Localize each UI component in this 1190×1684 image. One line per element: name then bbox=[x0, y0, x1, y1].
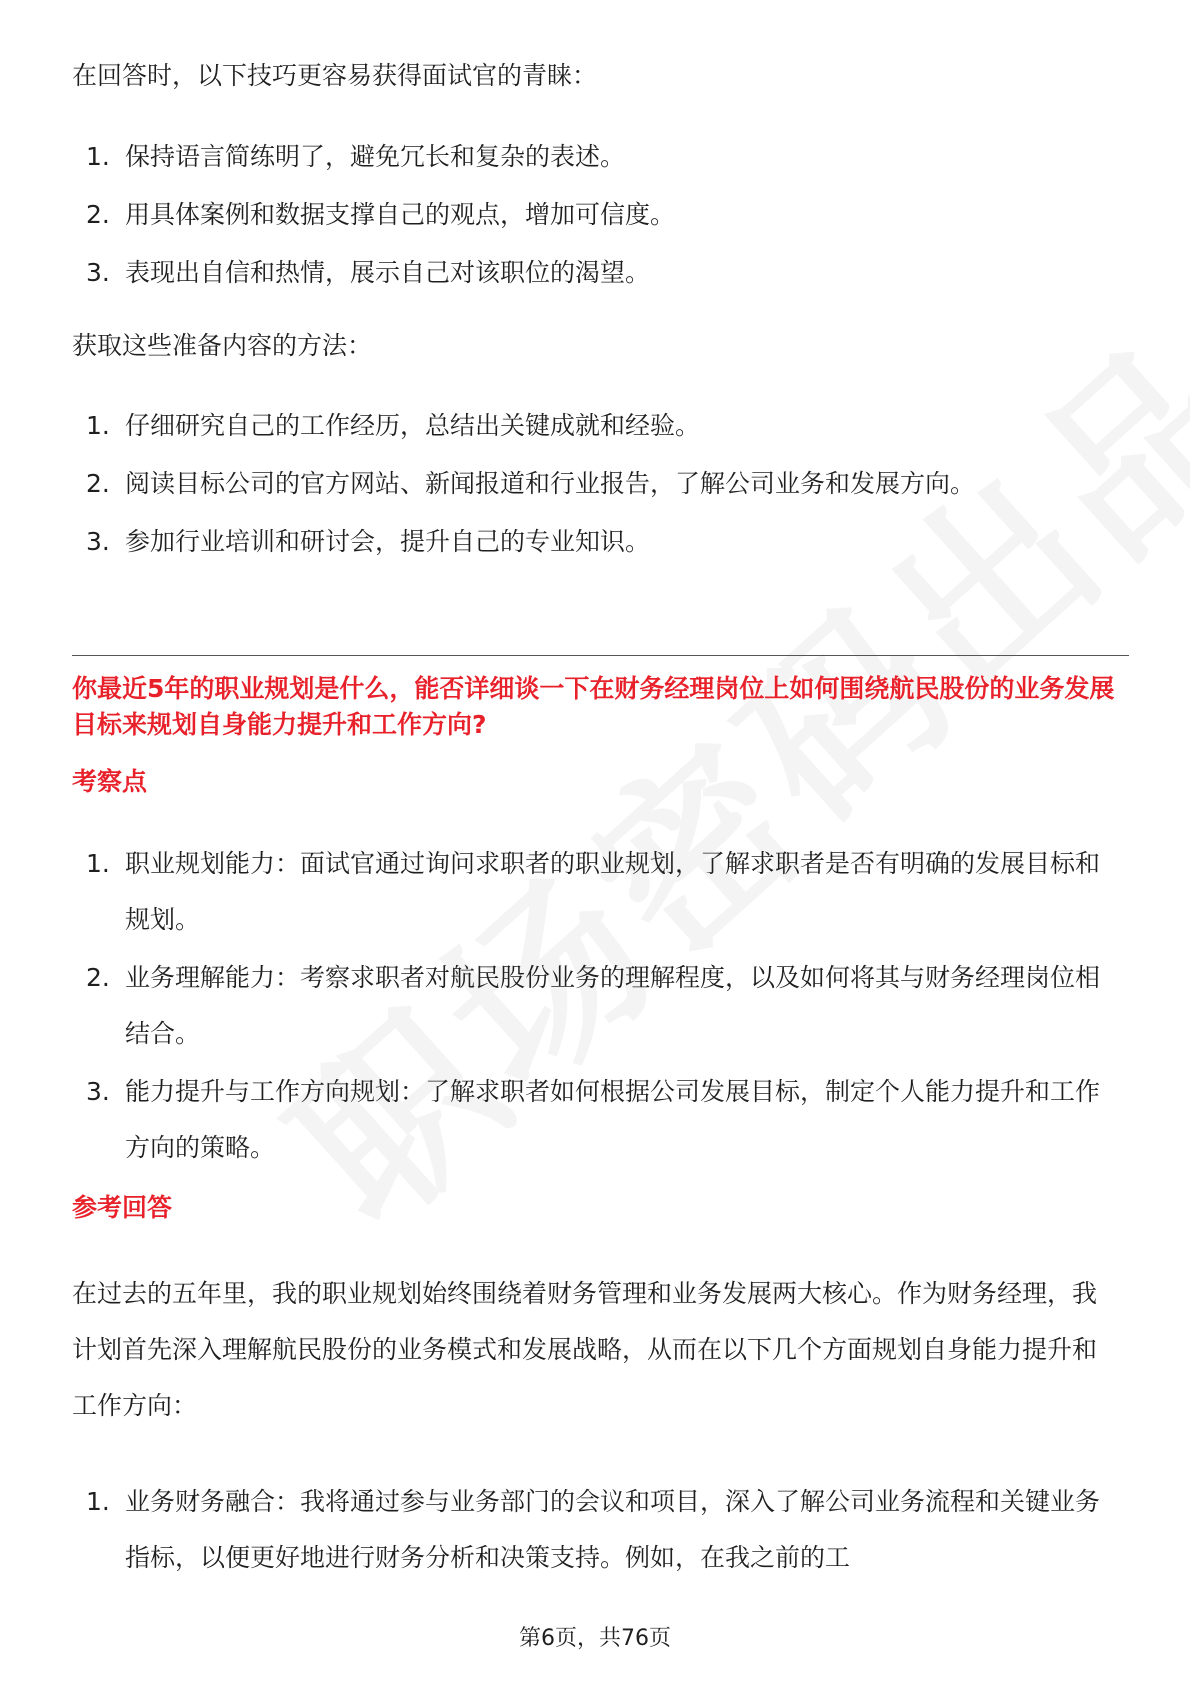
list-item: 1. 职业规划能力：面试官通过询问求职者的职业规划，了解求职者是否有明确的发展目标和规划。 bbox=[86, 849, 1101, 934]
list-item: 1. 业务财务融合：我将通过参与业务部门的会议和项目，深入了解公司业务流程和关键业务指标，以便更好地进行财务分析和决策支持。例如，在我之前的工 bbox=[86, 1487, 1101, 1572]
section-divider bbox=[72, 655, 1129, 656]
list-item: 3. 参加行业培训和研讨会，提升自己的专业知识。 bbox=[86, 527, 651, 556]
heading-assessment-points: 考察点 bbox=[72, 767, 148, 796]
intro-tips-paragraph: 在回答时，以下技巧更容易获得面试官的青睐： bbox=[72, 61, 598, 90]
answer-paragraph: 在过去的五年里，我的职业规划始终围绕着财务管理和业务发展两大核心。作为财务经理，我计划首先深入理解航民股份的业务模式和发展战略，从而在以下几个方面规划自身能力提升和工作方向： bbox=[72, 1279, 1098, 1420]
page-number-footer: 第6页，共76页 bbox=[519, 1626, 671, 1651]
tips-list bbox=[72, 129, 1122, 301]
heading-reference-answer: 参考回答 bbox=[72, 1193, 173, 1222]
list-item: 2. 用具体案例和数据支撑自己的观点，增加可信度。 bbox=[86, 200, 676, 229]
assessment-points-list bbox=[72, 836, 1122, 1176]
list-item: 3. 表现出自信和热情，展示自己对该职位的渴望。 bbox=[86, 258, 651, 287]
methods-list bbox=[72, 398, 1122, 570]
answer-list bbox=[72, 1474, 1122, 1586]
interview-question: 你最近5年的职业规划是什么，能否详细谈一下在财务经理岗位上如何围绕航民股份的业务发展目标来规划自身能力提升和工作方向? bbox=[72, 674, 1115, 739]
list-item: 2. 阅读目标公司的官方网站、新闻报道和行业报告，了解公司业务和发展方向。 bbox=[86, 469, 976, 498]
list-item: 2. 业务理解能力：考察求职者对航民股份业务的理解程度，以及如何将其与财务经理岗位相结合。 bbox=[86, 963, 1101, 1048]
list-item: 1. 保持语言简练明了，避免冗长和复杂的表述。 bbox=[86, 142, 626, 171]
intro-methods-paragraph: 获取这些准备内容的方法： bbox=[72, 331, 373, 360]
list-item: 3. 能力提升与工作方向规划：了解求职者如何根据公司发展目标，制定个人能力提升和工作方向的策略。 bbox=[86, 1077, 1101, 1162]
list-item: 1. 仔细研究自己的工作经历，总结出关键成就和经验。 bbox=[86, 411, 701, 440]
